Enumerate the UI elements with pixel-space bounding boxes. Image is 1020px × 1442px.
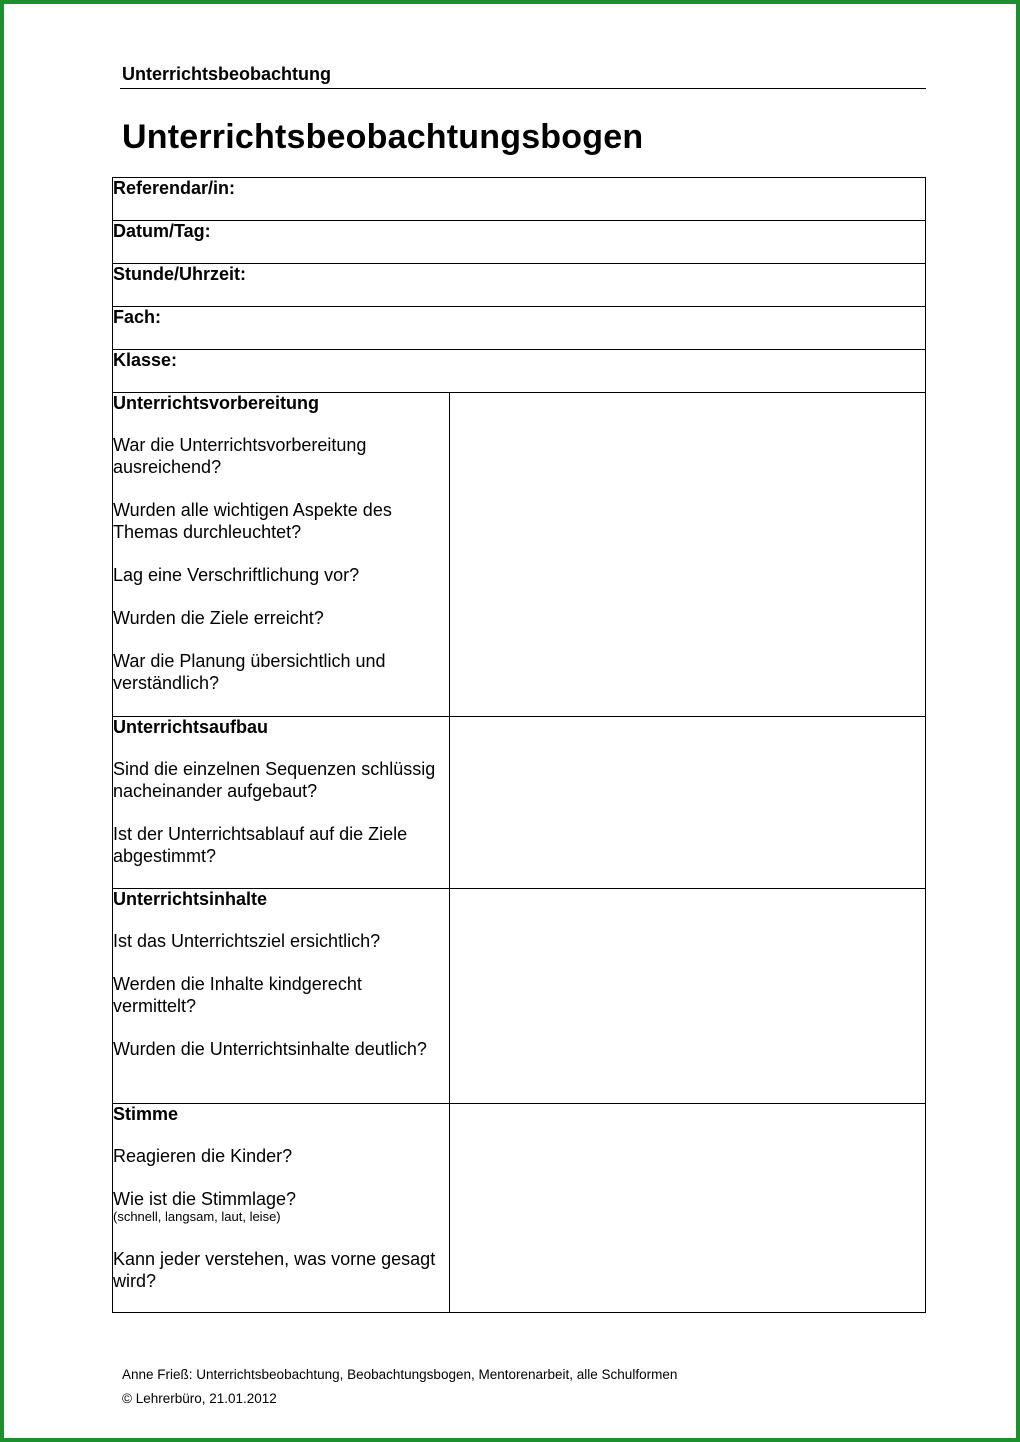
field-row-fach <box>113 307 926 350</box>
section-row-inhalte <box>113 889 926 1104</box>
question: War die Planung übersichtlich und verständlich? <box>113 651 386 693</box>
section-row-aufbau <box>113 717 926 889</box>
section-questions-vorbereitung <box>113 393 450 717</box>
question: Wurden die Ziele erreicht? <box>113 608 324 628</box>
question: Reagieren die Kinder? <box>113 1146 293 1166</box>
question: Sind die einzelnen Sequenzen schlüssig nacheinander aufgebaut? <box>113 759 436 801</box>
field-label-referendar[interactable]: Referendar/in: <box>113 178 926 221</box>
section-questions-inhalte <box>113 889 450 1104</box>
field-row-referendar <box>113 178 926 221</box>
running-header <box>120 64 926 89</box>
question: Wurden die Unterrichtsinhalte deutlich? <box>113 1039 427 1059</box>
running-header-text: Unterrichtsbeobachtung <box>122 64 332 84</box>
field-label-klasse[interactable]: Klasse: <box>113 350 926 393</box>
section-row-vorbereitung <box>113 393 926 717</box>
section-questions-aufbau <box>113 717 450 889</box>
section-title: Unterrichtsvorbereitung <box>113 393 320 413</box>
section-title: Unterrichtsinhalte <box>113 889 268 909</box>
question: Wurden alle wichtigen Aspekte des Themas durchleuchtet? <box>113 500 392 542</box>
footer-attribution: Anne Frieß: Unterrichtsbeobachtung, Beobachtungsbogen, Mentorenarbeit, alle Schulformen <box>122 1367 678 1382</box>
question: Ist der Unterrichtsablauf auf die Ziele abgestimmt? <box>113 824 408 866</box>
field-label-fach[interactable]: Fach: <box>113 307 926 350</box>
footer-copyright: © Lehrerbüro, 21.01.2012 <box>122 1391 277 1406</box>
answer-area-aufbau[interactable] <box>450 717 926 889</box>
question: Ist das Unterrichtsziel ersichtlich? <box>113 931 381 951</box>
field-row-stunde <box>113 264 926 307</box>
answer-area-vorbereitung[interactable] <box>450 393 926 717</box>
question: Kann jeder verstehen, was vorne gesagt wird? <box>113 1249 436 1291</box>
section-questions-stimme <box>113 1104 450 1313</box>
question-note: (schnell, langsam, laut, leise) <box>113 1209 281 1224</box>
field-label-datum[interactable]: Datum/Tag: <box>113 221 926 264</box>
section-row-stimme <box>113 1104 926 1313</box>
question: Werden die Inhalte kindgerecht vermittelt? <box>113 974 362 1016</box>
document-page <box>4 4 1016 1438</box>
question: Lag eine Verschriftlichung vor? <box>113 565 360 585</box>
question: War die Unterrichtsvorbereitung ausreichend? <box>113 435 367 477</box>
answer-area-stimme[interactable] <box>450 1104 926 1313</box>
answer-area-inhalte[interactable] <box>450 889 926 1104</box>
section-title: Stimme <box>113 1104 179 1124</box>
field-row-datum <box>113 221 926 264</box>
question: Wie ist die Stimmlage? <box>113 1189 297 1209</box>
field-row-klasse <box>113 350 926 393</box>
section-title: Unterrichtsaufbau <box>113 717 269 737</box>
field-label-stunde[interactable]: Stunde/Uhrzeit: <box>113 264 926 307</box>
page-title: Unterrichtsbeobachtungsbogen <box>122 118 644 156</box>
observation-form <box>112 177 926 1313</box>
